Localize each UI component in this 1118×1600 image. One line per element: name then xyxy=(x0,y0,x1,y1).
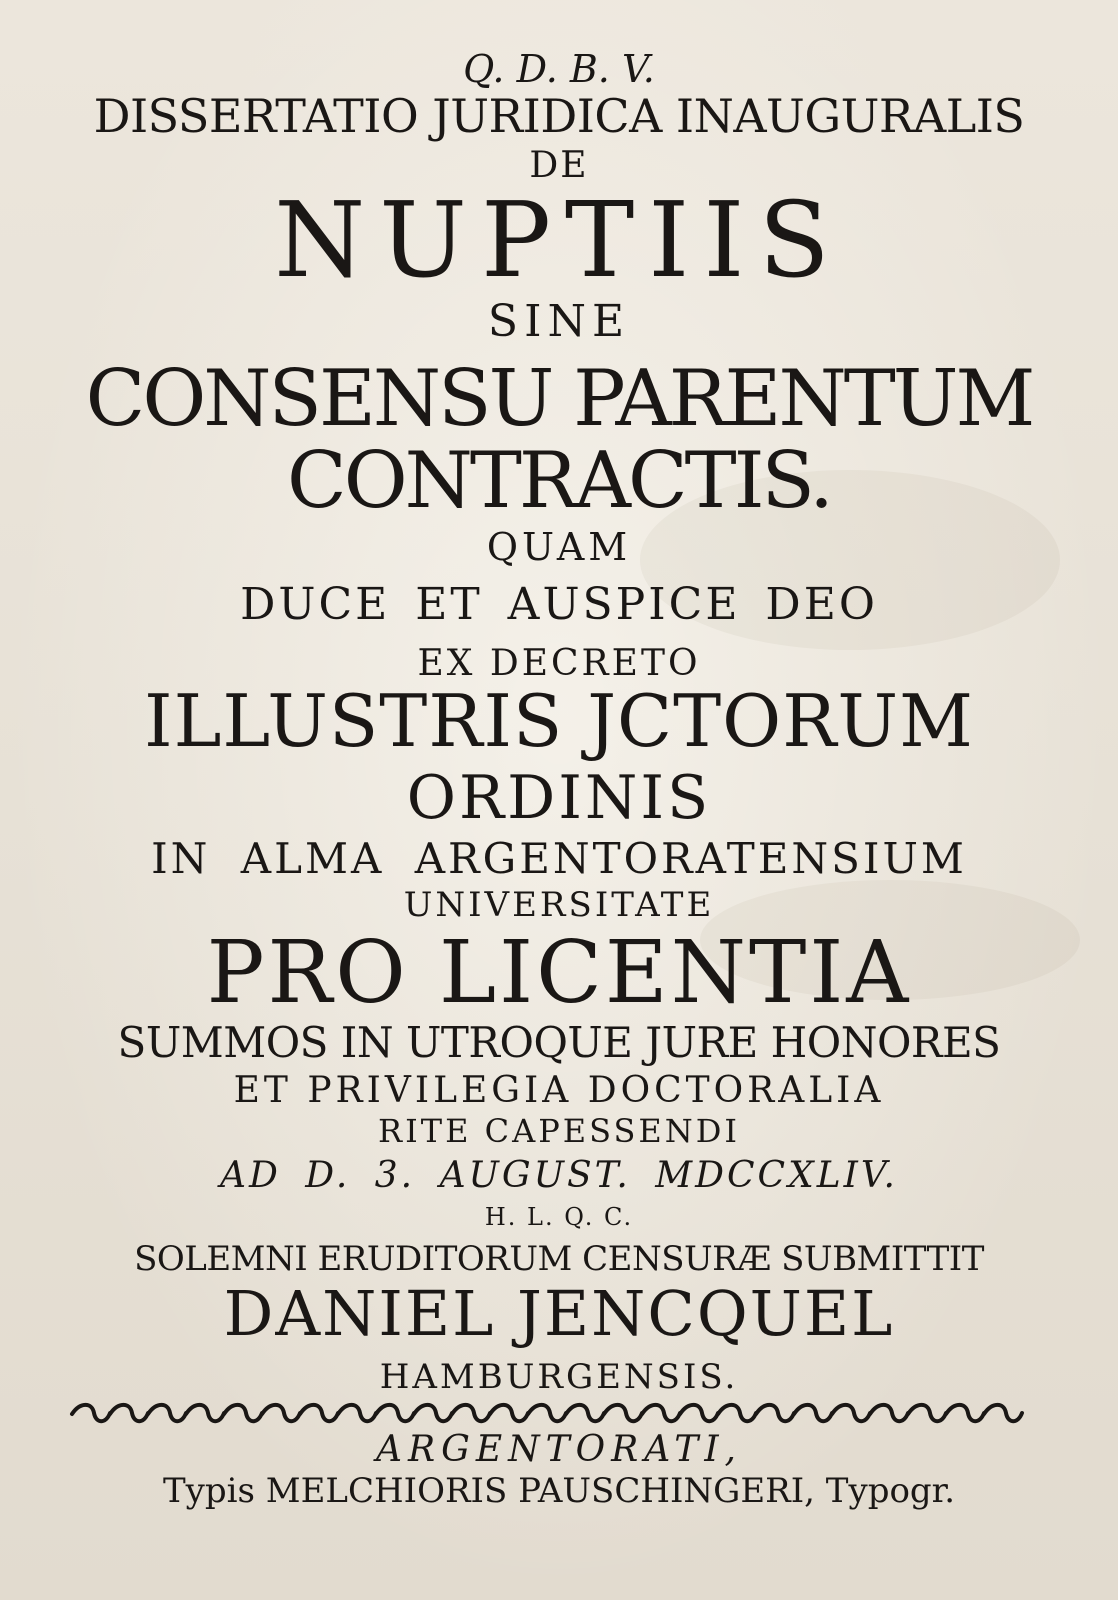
ornament-link xyxy=(110,1405,148,1421)
ornament-link xyxy=(718,1405,756,1421)
invocation: DUCE ET AUSPICE DEO xyxy=(240,579,878,630)
ornamental-rule xyxy=(66,1400,1046,1426)
ornament-link xyxy=(414,1405,452,1421)
author-name: DANIEL JENCQUEL xyxy=(223,1277,895,1350)
motto: Q. D. B. V. xyxy=(463,47,655,91)
submission-line: SOLEMNI ERUDITORUM CENSURÆ SUBMITTIT xyxy=(134,1239,984,1279)
ornament-link xyxy=(72,1405,110,1421)
ornament-link xyxy=(794,1405,832,1421)
imprint-place: ARGENTORATI, xyxy=(376,1429,742,1470)
ornament-link xyxy=(300,1405,338,1421)
ornament-link xyxy=(376,1405,414,1421)
faculty-line: ILLUSTRIS JCTORUM xyxy=(144,679,974,763)
faculty-ordinis: ORDINIS xyxy=(406,763,712,833)
ornament-link xyxy=(870,1405,908,1421)
ornament-link xyxy=(490,1405,528,1421)
dissertation-genre: DISSERTATIO JURIDICA INAUGURALIS xyxy=(93,89,1025,143)
ornament-link xyxy=(756,1405,794,1421)
ex-decreto: EX DECRETO xyxy=(417,643,701,684)
ornament-link xyxy=(186,1405,224,1421)
ornament-link xyxy=(338,1405,376,1421)
ornament-link xyxy=(148,1405,186,1421)
imprint-printer: Typis MELCHIORIS PAUSCHINGERI, Typogr. xyxy=(162,1471,956,1511)
author-origin: HAMBURGENSIS. xyxy=(379,1357,739,1397)
pro-licentia: PRO LICENTIA xyxy=(206,923,912,1023)
honors-line-3: RITE CAPESSENDI xyxy=(377,1112,741,1150)
word-quam: QUAM xyxy=(486,525,632,569)
ornament-link xyxy=(604,1405,642,1421)
ornament-link xyxy=(908,1405,946,1421)
university-line: IN ALMA ARGENTORATENSIUM xyxy=(151,834,967,883)
ornament-link xyxy=(984,1405,1022,1421)
ornament-link xyxy=(528,1405,566,1421)
main-title: NUPTIIS xyxy=(274,179,844,301)
ornament-link xyxy=(224,1405,262,1421)
title-line-consensu: CONSENSU PARENTUM xyxy=(85,354,1033,444)
ornament-link xyxy=(262,1405,300,1421)
ornament-link xyxy=(680,1405,718,1421)
ornament-link xyxy=(566,1405,604,1421)
ornament-link xyxy=(452,1405,490,1421)
title-line-contractis: CONTRACTIS. xyxy=(287,436,831,526)
honors-line-1: SUMMOS IN UTROQUE JURE HONORES xyxy=(117,1018,1001,1067)
ornament-link xyxy=(642,1405,680,1421)
hlqc-abbreviation: H. L. Q. C. xyxy=(484,1203,634,1231)
preposition-sine: SINE xyxy=(487,296,631,347)
university-word: UNIVERSITATE xyxy=(403,885,715,925)
defense-date: AD D. 3. AUGUST. MDCCXLIV. xyxy=(220,1155,898,1196)
honors-line-2: ET PRIVILEGIA DOCTORALIA xyxy=(233,1070,885,1111)
ornament-link xyxy=(832,1405,870,1421)
ornament-link xyxy=(946,1405,984,1421)
preposition-de: DE xyxy=(529,145,589,186)
